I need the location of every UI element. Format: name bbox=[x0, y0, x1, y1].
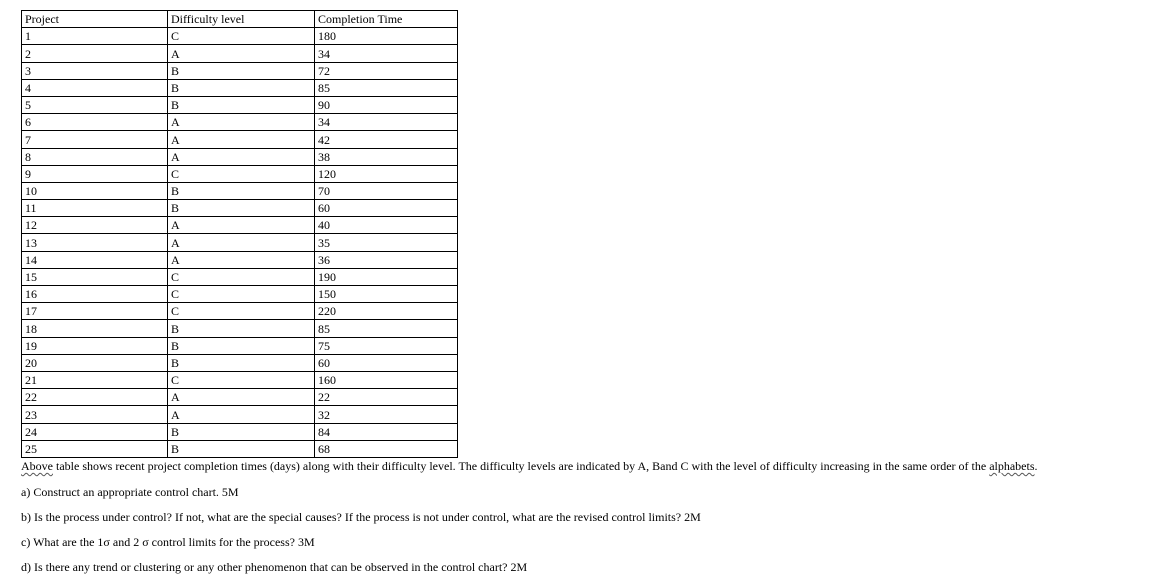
cell-difficulty-level: A bbox=[168, 406, 315, 423]
intro-word-alphabets: alphabets bbox=[989, 459, 1035, 473]
cell-completion-time: 60 bbox=[315, 200, 458, 217]
cell-completion-time: 180 bbox=[315, 28, 458, 45]
table-row bbox=[22, 423, 458, 440]
intro-end: . bbox=[1034, 459, 1038, 473]
table-row bbox=[22, 303, 458, 320]
cell-completion-time: 35 bbox=[315, 234, 458, 251]
question-b: b) Is the process under control? If not, what are the special causes? If the process is not under control, what are the revised control limits? 2M bbox=[21, 510, 701, 524]
cell-completion-time: 84 bbox=[315, 423, 458, 440]
table-body bbox=[22, 28, 458, 458]
cell-project: 5 bbox=[22, 96, 168, 113]
table-row bbox=[22, 371, 458, 388]
cell-difficulty-level: B bbox=[168, 320, 315, 337]
table-row bbox=[22, 96, 458, 113]
table-row bbox=[22, 200, 458, 217]
table-row bbox=[22, 114, 458, 131]
cell-completion-time: 34 bbox=[315, 45, 458, 62]
cell-project: 20 bbox=[22, 354, 168, 371]
table-header-row bbox=[22, 11, 458, 28]
header-difficulty-level: Difficulty level bbox=[168, 11, 315, 28]
cell-difficulty-level: B bbox=[168, 423, 315, 440]
cell-difficulty-level: A bbox=[168, 217, 315, 234]
cell-project: 12 bbox=[22, 217, 168, 234]
table-row bbox=[22, 251, 458, 268]
cell-project: 17 bbox=[22, 303, 168, 320]
cell-completion-time: 36 bbox=[315, 251, 458, 268]
cell-project: 9 bbox=[22, 165, 168, 182]
cell-difficulty-level: B bbox=[168, 200, 315, 217]
cell-completion-time: 68 bbox=[315, 440, 458, 457]
cell-project: 21 bbox=[22, 371, 168, 388]
cell-project: 25 bbox=[22, 440, 168, 457]
table-row bbox=[22, 182, 458, 199]
table-row bbox=[22, 268, 458, 285]
cell-completion-time: 70 bbox=[315, 182, 458, 199]
cell-project: 4 bbox=[22, 79, 168, 96]
cell-difficulty-level: A bbox=[168, 45, 315, 62]
cell-completion-time: 85 bbox=[315, 79, 458, 96]
cell-difficulty-level: A bbox=[168, 389, 315, 406]
cell-difficulty-level: C bbox=[168, 371, 315, 388]
project-data-table bbox=[21, 10, 458, 458]
cell-completion-time: 60 bbox=[315, 354, 458, 371]
table-row bbox=[22, 286, 458, 303]
cell-project: 3 bbox=[22, 62, 168, 79]
cell-completion-time: 38 bbox=[315, 148, 458, 165]
cell-completion-time: 220 bbox=[315, 303, 458, 320]
cell-project: 16 bbox=[22, 286, 168, 303]
cell-difficulty-level: A bbox=[168, 114, 315, 131]
cell-difficulty-level: A bbox=[168, 131, 315, 148]
header-completion-time: Completion Time bbox=[315, 11, 458, 28]
intro-word-above: Above bbox=[21, 459, 53, 473]
cell-difficulty-level: B bbox=[168, 440, 315, 457]
table-row bbox=[22, 406, 458, 423]
cell-difficulty-level: C bbox=[168, 165, 315, 182]
table-row bbox=[22, 354, 458, 371]
cell-completion-time: 34 bbox=[315, 114, 458, 131]
cell-project: 15 bbox=[22, 268, 168, 285]
cell-completion-time: 42 bbox=[315, 131, 458, 148]
cell-difficulty-level: C bbox=[168, 303, 315, 320]
cell-project: 2 bbox=[22, 45, 168, 62]
cell-project: 19 bbox=[22, 337, 168, 354]
table-row bbox=[22, 337, 458, 354]
question-a: a) Construct an appropriate control chart. 5M bbox=[21, 485, 239, 499]
table-row bbox=[22, 320, 458, 337]
question-d: d) Is there any trend or clustering or any other phenomenon that can be observed in the control chart? 2M bbox=[21, 560, 528, 574]
table-row bbox=[22, 45, 458, 62]
cell-completion-time: 32 bbox=[315, 406, 458, 423]
intro-paragraph bbox=[21, 459, 1038, 474]
cell-project: 1 bbox=[22, 28, 168, 45]
cell-difficulty-level: C bbox=[168, 28, 315, 45]
cell-project: 13 bbox=[22, 234, 168, 251]
cell-project: 6 bbox=[22, 114, 168, 131]
cell-project: 10 bbox=[22, 182, 168, 199]
cell-difficulty-level: C bbox=[168, 286, 315, 303]
table-row bbox=[22, 389, 458, 406]
cell-completion-time: 75 bbox=[315, 337, 458, 354]
intro-text: table shows recent project completion times (days) along with their difficulty level. The difficulty levels are indicated by A, Band C with the level of difficulty increasing in the same order of the bbox=[53, 459, 990, 473]
cell-project: 18 bbox=[22, 320, 168, 337]
table-row bbox=[22, 148, 458, 165]
cell-completion-time: 190 bbox=[315, 268, 458, 285]
cell-project: 22 bbox=[22, 389, 168, 406]
cell-completion-time: 22 bbox=[315, 389, 458, 406]
cell-completion-time: 72 bbox=[315, 62, 458, 79]
table-row bbox=[22, 28, 458, 45]
table-row bbox=[22, 62, 458, 79]
cell-completion-time: 85 bbox=[315, 320, 458, 337]
header-project: Project bbox=[22, 11, 168, 28]
cell-project: 8 bbox=[22, 148, 168, 165]
cell-difficulty-level: B bbox=[168, 354, 315, 371]
cell-difficulty-level: C bbox=[168, 268, 315, 285]
cell-difficulty-level: B bbox=[168, 337, 315, 354]
cell-project: 23 bbox=[22, 406, 168, 423]
table-row bbox=[22, 440, 458, 457]
cell-difficulty-level: A bbox=[168, 251, 315, 268]
table-row bbox=[22, 234, 458, 251]
cell-difficulty-level: A bbox=[168, 148, 315, 165]
cell-difficulty-level: B bbox=[168, 182, 315, 199]
cell-completion-time: 40 bbox=[315, 217, 458, 234]
cell-project: 7 bbox=[22, 131, 168, 148]
cell-completion-time: 90 bbox=[315, 96, 458, 113]
cell-project: 24 bbox=[22, 423, 168, 440]
table-row bbox=[22, 217, 458, 234]
cell-project: 14 bbox=[22, 251, 168, 268]
cell-difficulty-level: A bbox=[168, 234, 315, 251]
cell-completion-time: 150 bbox=[315, 286, 458, 303]
cell-difficulty-level: B bbox=[168, 96, 315, 113]
table-row bbox=[22, 165, 458, 182]
table-row bbox=[22, 131, 458, 148]
cell-project: 11 bbox=[22, 200, 168, 217]
cell-completion-time: 160 bbox=[315, 371, 458, 388]
table-row bbox=[22, 79, 458, 96]
cell-difficulty-level: B bbox=[168, 62, 315, 79]
question-c: c) What are the 1σ and 2 σ control limits for the process? 3M bbox=[21, 535, 315, 549]
cell-difficulty-level: B bbox=[168, 79, 315, 96]
cell-completion-time: 120 bbox=[315, 165, 458, 182]
